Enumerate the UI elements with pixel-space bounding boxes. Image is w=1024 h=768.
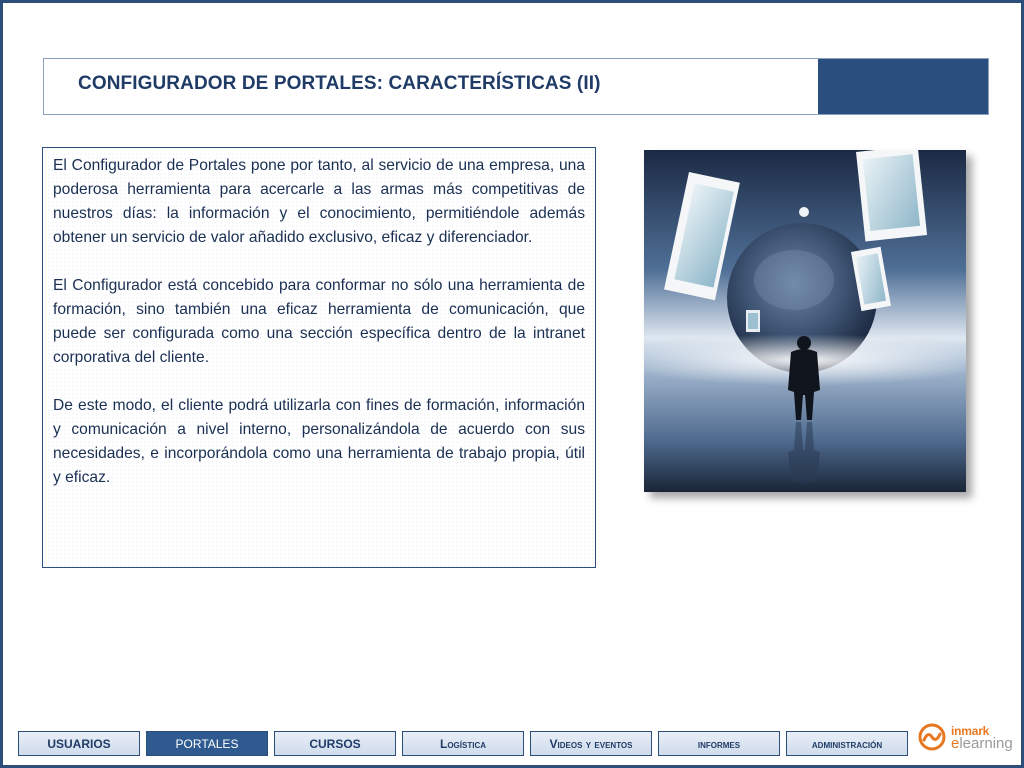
nav-administracion-button[interactable] <box>786 731 908 756</box>
paragraph-2: El Configurador está concebido para conformar no sólo una herramienta de formación, sino también una eficaz herramienta de comunicación, que puede ser configurada como una sección específica dentro de la intranet corporativa del cliente. <box>53 277 585 366</box>
nav-videos-label: Videos y eventos <box>549 736 633 751</box>
man-facing-globe-image <box>644 150 966 492</box>
inmark-logo <box>918 721 1018 757</box>
text-box <box>42 147 596 568</box>
title-accent-block <box>818 59 988 114</box>
nav-informes-label: informes <box>697 736 741 751</box>
paragraph-1: El Configurador de Portales pone por tanto, al servicio de una empresa, una poderosa herramienta para acercarle a las armas más competitivas de nuestros días: la información y el conocimiento, permitiéndole además obtener un servicio de valor añadido exclusivo, eficaz y diferenciador. <box>53 157 585 246</box>
inmark-logo-icon <box>918 723 946 751</box>
logo-sub-prefix: e <box>951 735 960 752</box>
paragraph-3: De este modo, el cliente podrá utilizarla con fines de formación, información y comunicación a nivel interno, personalizándola de acuerdo con sus necesidades, e incorporándola como una herramienta de trabajo propia, útil y eficaz. <box>53 397 585 486</box>
logo-name: inmark <box>951 724 990 738</box>
nav-videos-button[interactable] <box>530 731 652 756</box>
nav-logistica-button[interactable] <box>402 731 524 756</box>
nav-cursos-button[interactable]: CURSOS <box>274 731 396 756</box>
nav-logistica-label: Logística <box>440 736 486 751</box>
logo-sub-rest: learning <box>959 735 1013 752</box>
logo-sub <box>951 735 1013 752</box>
title-bar <box>43 58 989 115</box>
nav-administracion-label: administración <box>811 736 883 751</box>
nav-usuarios-button[interactable]: USUARIOS <box>18 731 140 756</box>
nav-portales-button[interactable]: PORTALES <box>146 731 268 756</box>
nav-informes-button[interactable] <box>658 731 780 756</box>
page-title: CONFIGURADOR DE PORTALES: CARACTERÍSTICAS (II) <box>78 73 601 94</box>
